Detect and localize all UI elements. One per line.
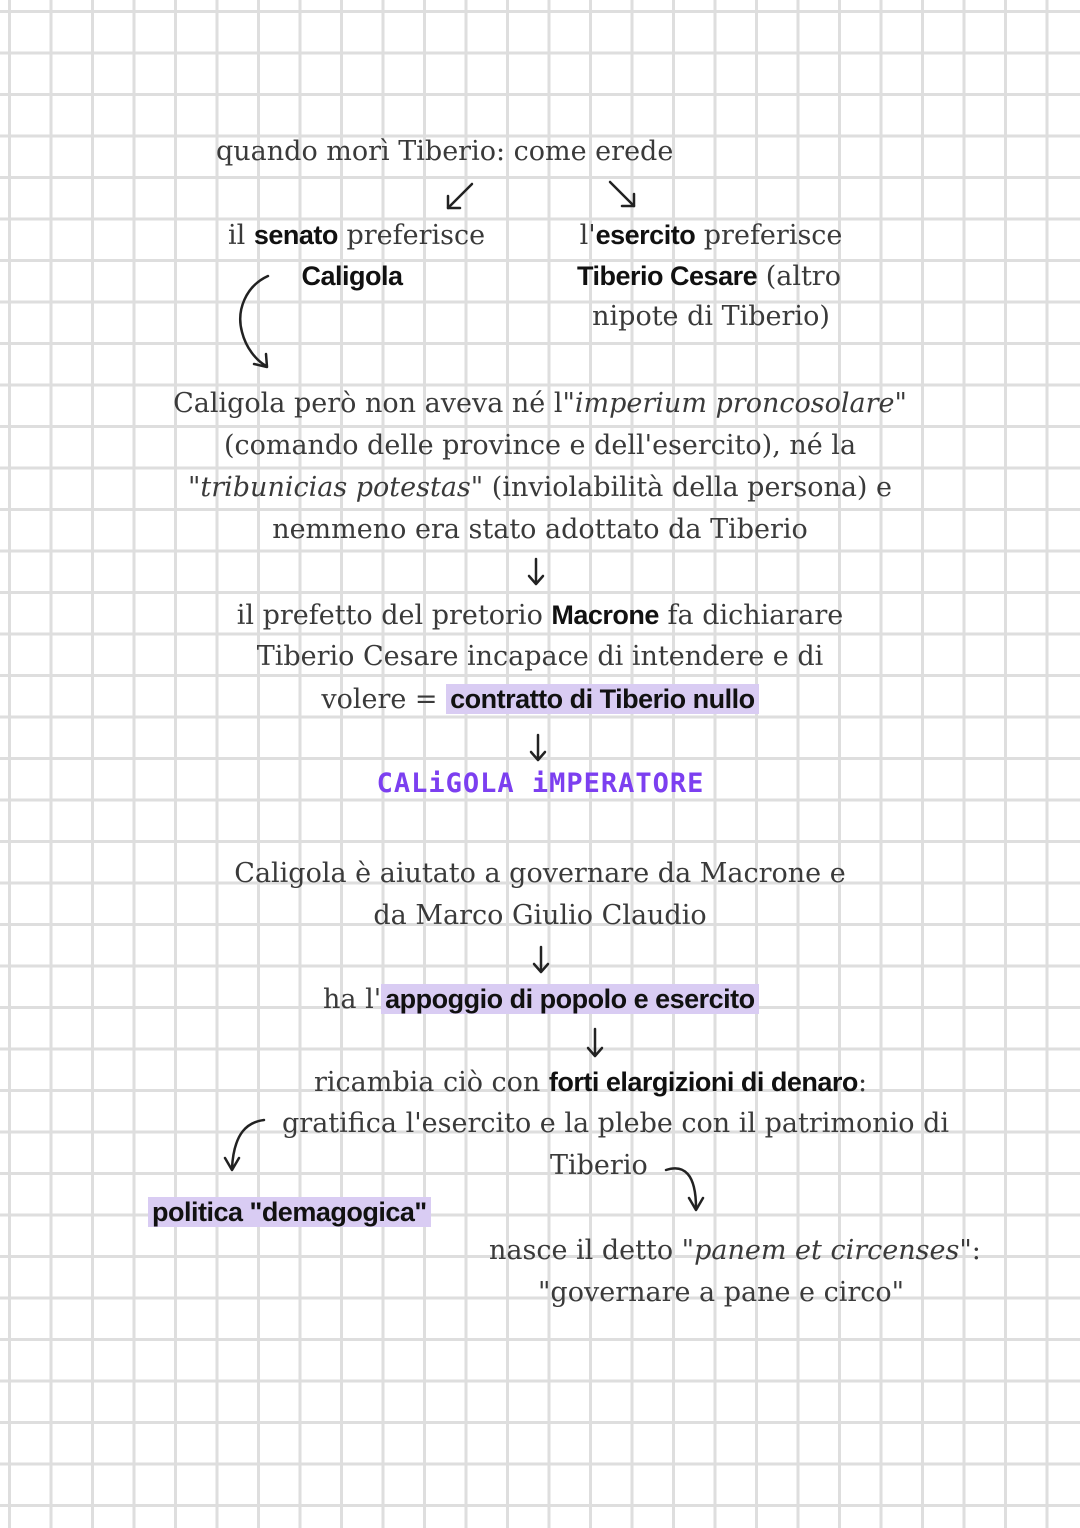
para4-line: ha l' appoggio di popolo e esercito — [323, 978, 759, 1021]
esercito-bold: esercito — [595, 220, 696, 250]
para1-line1: Caligola però non aveva né l"imperium proncosolare" — [173, 388, 907, 419]
para5-line2: gratifica l'esercito e la plebe con il patrimonio di — [282, 1108, 950, 1139]
para1-line2: (comando delle province e dell'esercito), né la — [223, 430, 857, 461]
para3-line1: Caligola è aiutato a governare da Macrone e — [234, 858, 846, 889]
caligola-imperatore-title: CALiGOLA iMPERATORE — [376, 768, 705, 799]
arrow-down-right-icon — [604, 178, 644, 214]
curved-arrow-icon — [232, 268, 282, 376]
contratto-highlight: contratto di Tiberio nullo — [446, 684, 759, 714]
arrow-down-icon — [526, 556, 546, 588]
intro-line: quando morì Tiberio: come erede — [216, 136, 674, 167]
macrone-bold: Macrone — [551, 600, 659, 630]
para3-line2: da Marco Giulio Claudio — [373, 900, 707, 931]
para5-line3: Tiberio — [550, 1150, 648, 1181]
senato-bold: senato — [253, 220, 338, 250]
arrow-down-left-icon — [440, 180, 480, 214]
curved-arrow-left-icon — [218, 1112, 270, 1180]
left-branch-name: Caligola — [301, 261, 403, 291]
para1-line3: "tribunicias potestas" (inviolabilità della persona) e — [187, 472, 893, 503]
para1-line4: nemmeno era stato adottato da Tiberio — [272, 514, 808, 545]
arrow-down-icon — [531, 944, 551, 976]
right-branch-line1: l'esercito preferisce — [579, 220, 843, 251]
curved-arrow-right-icon — [660, 1160, 712, 1222]
para2-line2: Tiberio Cesare incapace di intendere e di — [256, 641, 824, 672]
politica-demagogica: politica "demagogica" — [148, 1191, 431, 1234]
left-branch-line1: il senato preferisce — [228, 220, 486, 251]
arrow-down-icon — [585, 1026, 605, 1060]
imperium-italic: imperium proncosolare — [574, 388, 895, 419]
right-branch-line3: nipote di Tiberio) — [592, 301, 830, 332]
appoggio-highlight: appoggio di popolo e esercito — [381, 984, 759, 1014]
para5-line1: ricambia ciò con forti elargizioni di denaro: — [314, 1067, 868, 1098]
arrow-down-icon — [528, 732, 548, 764]
tribunicias-italic: tribunicias potestas — [200, 472, 471, 503]
elargizioni-bold: forti elargizioni di denaro — [548, 1067, 858, 1097]
panem-italic: panem et circenses — [694, 1235, 960, 1266]
para2-line1: il prefetto del pretorio Macrone fa dichiarare — [236, 600, 844, 631]
panem-line1: nasce il detto "panem et circenses": — [489, 1235, 981, 1266]
panem-line2: "governare a pane e circo" — [538, 1277, 905, 1308]
para2-line3: volere = contratto di Tiberio nullo — [0, 678, 1080, 721]
right-branch-line2: Tiberio Cesare (altro — [577, 261, 841, 292]
